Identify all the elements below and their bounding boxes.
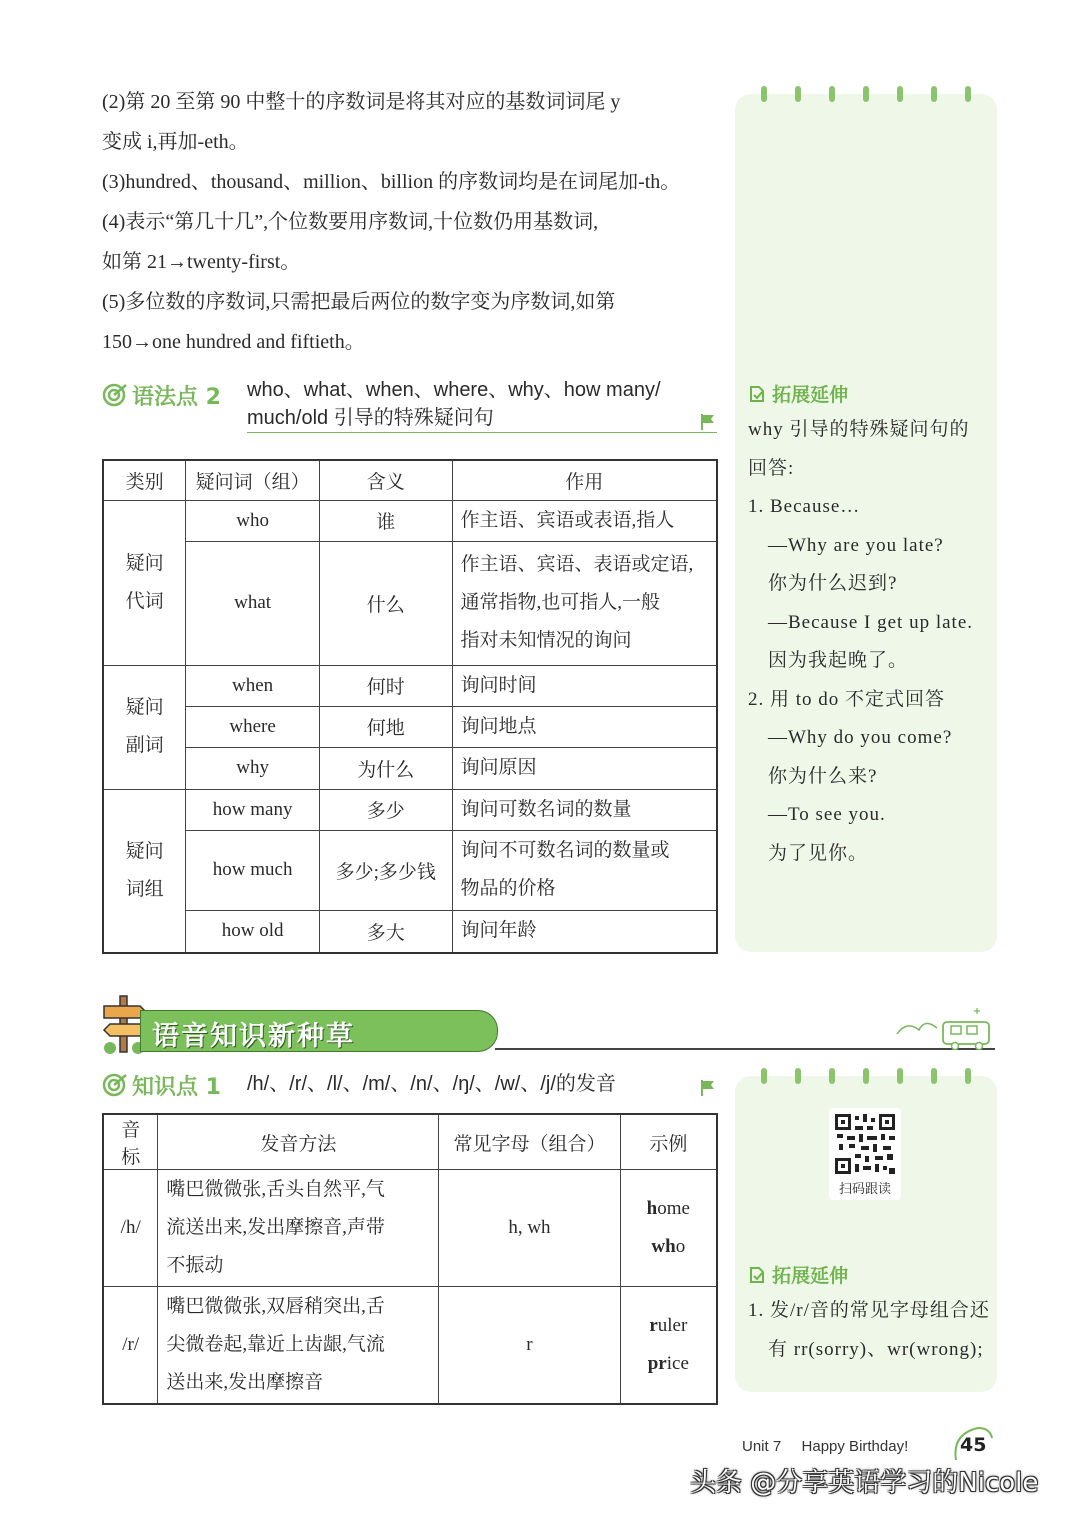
banner-title: 语音知识新种草 — [152, 1021, 355, 1052]
use-cell: 作主语、宾语、表语或定语, 通常指物,也可指人,一般 指对未知情况的询问 — [452, 541, 717, 665]
header-cell: 疑问词（组） — [186, 460, 320, 500]
category-cell: 疑问 代词 — [103, 500, 186, 665]
word-cell: when — [186, 665, 320, 706]
header-cell: 音标 — [103, 1114, 158, 1170]
rule-line: (3)hundred、thousand、million、billion 的序数词均是在词尾加-th。 — [102, 171, 681, 193]
knowledge-point-title: /h/、/r/、/l/、/m/、/n/、/ŋ/、/w/、/j/的发音 — [247, 1073, 616, 1095]
ext-line: why 引导的特殊疑问句的 — [748, 419, 970, 440]
extension-panel-1 — [735, 94, 997, 952]
meaning-cell: 何地 — [319, 706, 452, 747]
use-cell: 询问年龄 — [452, 910, 717, 953]
header-cell: 作用 — [452, 460, 717, 500]
notebook-rings — [735, 1068, 997, 1082]
grammar-table — [102, 459, 718, 954]
target-icon — [102, 382, 128, 408]
ordinal-rules — [102, 82, 718, 362]
ext-line: 因为我起晚了。 — [768, 650, 909, 671]
extension-title: 拓展延伸 — [772, 384, 849, 406]
ext-line: 有 rr(sorry)、wr(wrong); — [768, 1338, 984, 1360]
grammar-point-label: 语法点 2 — [132, 385, 221, 410]
grammar-point-header — [102, 378, 718, 434]
rule-line: 150→one hundred and fiftieth。 — [102, 331, 365, 353]
word-cell: who — [186, 500, 320, 541]
ext-line: 回答: — [748, 457, 795, 479]
knowledge-point-label: 知识点 1 — [132, 1075, 221, 1100]
ext-line: —Why are you late? — [768, 534, 944, 556]
extension-title: 拓展延伸 — [772, 1265, 849, 1287]
rule-line: 如第 21→twenty-first。 — [102, 251, 301, 273]
ext-line: —Why do you come? — [768, 727, 953, 748]
symbol-cell: /r/ — [103, 1287, 158, 1404]
meaning-cell: 多少 — [319, 789, 452, 830]
table-row — [103, 910, 717, 953]
grammar-point-title — [247, 376, 661, 432]
meaning-cell: 何时 — [319, 665, 452, 706]
extension-header-1 — [747, 380, 848, 407]
word-cell: what — [186, 541, 320, 665]
word-cell: how many — [186, 789, 320, 830]
header-cell: 类别 — [103, 460, 186, 500]
meaning-cell: 为什么 — [319, 747, 452, 789]
camper-van-icon — [895, 1004, 995, 1050]
table-row — [103, 500, 717, 541]
header-cell: 发音方法 — [158, 1114, 439, 1170]
examples-cell: ruler price — [620, 1287, 717, 1404]
extension-text-2 — [748, 1292, 996, 1369]
symbol-cell: /h/ — [103, 1170, 158, 1287]
letters-cell: h, wh — [439, 1170, 620, 1287]
category-cell: 疑问 副词 — [103, 665, 186, 789]
examples-cell: home who — [620, 1170, 717, 1287]
use-cell: 询问地点 — [452, 706, 717, 747]
letters-cell: r — [439, 1287, 620, 1404]
rule-line: (2)第 20 至第 90 中整十的序数词是将其对应的基数词词尾 y — [102, 91, 621, 113]
meaning-cell: 谁 — [319, 500, 452, 541]
header-cell: 常见字母（组合） — [439, 1114, 620, 1170]
ext-line: —Because I get up late. — [768, 611, 974, 633]
table-header-row — [103, 460, 717, 500]
use-cell: 询问不可数名词的数量或 物品的价格 — [452, 830, 717, 910]
ext-line: 你为什么迟到? — [768, 573, 898, 594]
table-row — [103, 541, 717, 665]
flag-icon — [698, 412, 718, 432]
table-row — [103, 706, 717, 747]
unit-title: Happy Birthday! — [801, 1438, 909, 1455]
ext-line: 1. 发/r/音的常见字母组合还 — [748, 1300, 990, 1321]
category-cell: 疑问 词组 — [103, 789, 186, 953]
page-footer — [742, 1438, 908, 1455]
ext-line: 2. 用 to do 不定式回答 — [748, 688, 946, 710]
ext-line: —To see you. — [768, 804, 886, 825]
table-row — [103, 665, 717, 706]
watermark: 头条 @分享英语学习的Nicole — [690, 1468, 1039, 1498]
table-row — [103, 1170, 717, 1287]
phonics-table — [102, 1113, 718, 1405]
knowledge-point-header — [102, 1070, 718, 1104]
table-row — [103, 830, 717, 910]
use-cell: 询问原因 — [452, 747, 717, 789]
page-number-badge — [950, 1426, 994, 1462]
table-row — [103, 747, 717, 789]
ext-line: 1. Because… — [748, 496, 861, 517]
extend-icon — [747, 1265, 767, 1285]
qr-card[interactable] — [829, 1108, 901, 1200]
qr-caption: 扫码跟读 — [838, 1182, 891, 1197]
page-number: 45 — [960, 1434, 987, 1456]
use-cell: 询问时间 — [452, 665, 717, 706]
table-row — [103, 1287, 717, 1404]
header-cell: 含义 — [319, 460, 452, 500]
extension-text-1 — [748, 411, 993, 873]
meaning-cell: 多大 — [319, 910, 452, 953]
extend-icon — [747, 384, 767, 404]
use-cell: 作主语、宾语或表语,指人 — [452, 500, 717, 541]
extension-header-2 — [747, 1261, 848, 1288]
method-cell: 嘴巴微微张,双唇稍突出,舌 尖微卷起,靠近上齿龈,气流 送出来,发出摩擦音 — [158, 1287, 439, 1404]
title-line: who、what、when、where、why、how many/ — [247, 379, 661, 401]
ext-line: 为了见你。 — [768, 842, 869, 864]
flag-icon — [698, 1078, 718, 1098]
notebook-rings — [735, 86, 997, 100]
rule-line: 变成 i,再加-eth。 — [102, 131, 249, 153]
rule-line: (4)表示“第几十几”,个位数要用序数词,十位数仍用基数词, — [102, 211, 599, 233]
ext-line: 你为什么来? — [768, 765, 878, 787]
target-icon — [102, 1072, 128, 1098]
table-header-row — [103, 1114, 717, 1170]
section-banner — [100, 992, 996, 1054]
word-cell: why — [186, 747, 320, 789]
method-cell: 嘴巴微微张,舌头自然平,气 流送出来,发出摩擦音,声带 不振动 — [158, 1170, 439, 1287]
meaning-cell: 什么 — [319, 541, 452, 665]
word-cell: where — [186, 706, 320, 747]
unit-label: Unit 7 — [742, 1438, 782, 1455]
word-cell: how much — [186, 830, 320, 910]
header-cell: 示例 — [620, 1114, 717, 1170]
word-cell: how old — [186, 910, 320, 953]
extension-panel-2 — [735, 1076, 997, 1392]
title-line: much/old 引导的特殊疑问句 — [247, 407, 494, 429]
qr-code-icon — [833, 1112, 897, 1176]
header-underline — [247, 432, 717, 433]
meaning-cell: 多少;多少钱 — [319, 830, 452, 910]
use-cell: 询问可数名词的数量 — [452, 789, 717, 830]
table-row — [103, 789, 717, 830]
rule-line: (5)多位数的序数词,只需把最后两位的数字变为序数词,如第 — [102, 291, 616, 313]
